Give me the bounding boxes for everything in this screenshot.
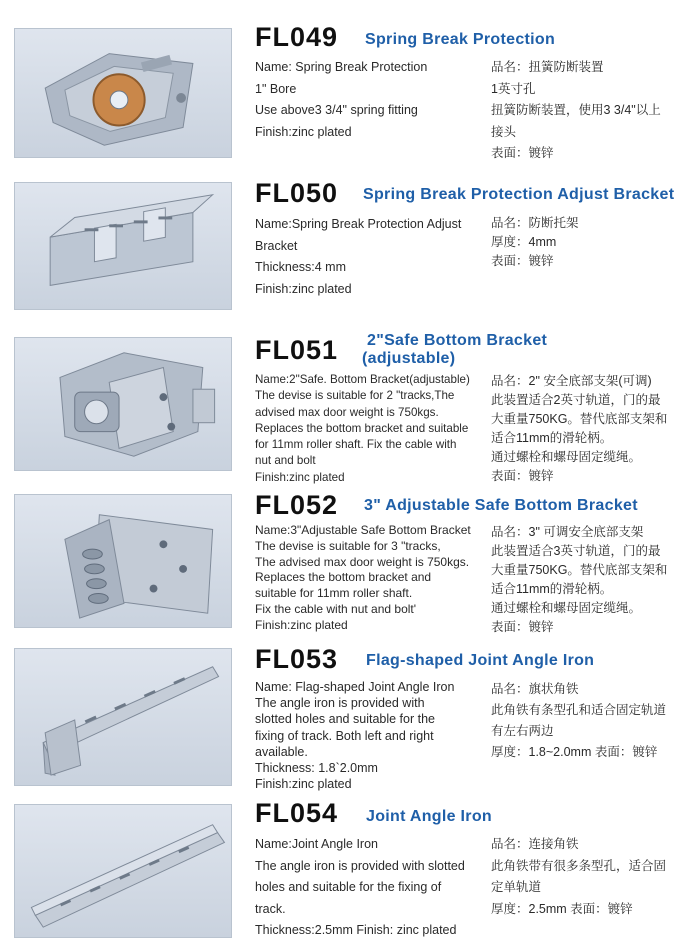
chinese-description [491, 834, 696, 920]
desc-line: Replaces the bottom bracket and suitable [255, 421, 469, 435]
desc-line: Finish:zinc plated [255, 777, 352, 792]
desc-line: advised max door weight is 750kgs. [255, 405, 439, 419]
chinese-description [491, 372, 696, 486]
desc-line: 有左右两边 [491, 724, 554, 738]
product-code: FL050 [255, 178, 339, 208]
english-description [255, 214, 487, 300]
desc-line: Name:Joint Angle Iron [255, 837, 378, 851]
desc-line: 品名：旗状角铁 [491, 682, 579, 696]
desc-line: The advised max door weight is 750kgs. [255, 554, 470, 569]
product-title: Spring Break Protection Adjust Bracket [363, 186, 675, 203]
desc-line: 品名：连接角铁 [491, 837, 579, 851]
desc-line: 大重量750KG。替代底部支架和 [491, 412, 668, 426]
flag-angle-iron-photo [14, 648, 232, 786]
chinese-description [491, 57, 696, 165]
desc-line: The devise is suitable for 2 "tracks,The [255, 389, 455, 403]
desc-line: 此角铁带有很多条型孔，适合固 [491, 858, 667, 873]
product-title: 2"Safe Bottom Bracket [367, 332, 548, 349]
desc-line: for 11mm roller shaft. Fix the cable with [255, 438, 457, 452]
product-code: FL052 [255, 490, 339, 520]
desc-line: Name:3"Adjustable Safe Bottom Bracket [255, 523, 471, 537]
adjust-bracket-photo [14, 182, 232, 310]
desc-line: 品名：防断托架 [491, 216, 579, 230]
chinese-description [491, 523, 696, 637]
desc-line: 通过螺栓和螺母固定缆绳。 [491, 450, 642, 464]
desc-line: 表面：镀锌 [491, 469, 554, 483]
chinese-description [491, 214, 696, 271]
joint-angle-iron-photo [14, 804, 232, 938]
desc-line: 表面：镀锌 [491, 620, 554, 634]
desc-line: slotted holes and suitable for the [255, 712, 435, 727]
desc-line: 此角铁有条型孔和适合固定轨道 [491, 703, 667, 717]
desc-line: Name: Spring Break Protection [255, 60, 428, 74]
adjustable-safe-bracket-photo [14, 494, 232, 628]
desc-line: fixing of track. Both left and right [255, 728, 434, 743]
desc-line: 大重量750KG。替代底部支架和 [491, 563, 668, 577]
desc-line: 接头 [491, 124, 517, 139]
english-description [255, 679, 487, 792]
desc-line: nut and bolt [255, 454, 316, 468]
english-description [255, 372, 487, 486]
desc-line: 表面：镀锌 [491, 146, 554, 160]
safe-bottom-bracket-photo [14, 337, 232, 471]
desc-line: Bracket [255, 238, 298, 253]
product-title: 3" Adjustable Safe Bottom Bracket [364, 497, 638, 514]
desc-line: Fix the cable with nut and bolt' [255, 601, 417, 616]
product-code: FL053 [255, 644, 339, 674]
desc-line: Finish:zinc plated [255, 124, 352, 139]
desc-line: 品名：3" 可调安全底部支架 [491, 525, 644, 539]
desc-line: 适合11mm的滑轮柄。 [491, 582, 613, 596]
product-code: FL051 [255, 335, 339, 365]
desc-line: 品名：扭簧防断装置 [491, 60, 604, 74]
desc-line: 厚度：1.8~2.0mm 表面：镀锌 [491, 745, 658, 759]
desc-line: Thickness:2.5mm Finish: zinc plated [255, 923, 457, 937]
desc-line: 表面：镀锌 [491, 254, 554, 268]
english-description [255, 523, 487, 634]
desc-line: 1" Bore [255, 81, 297, 96]
desc-line: The angle iron is provided with [255, 696, 425, 711]
desc-line: Finish:zinc plated [255, 281, 352, 296]
desc-line: Name: Flag-shaped Joint Angle Iron [255, 680, 455, 694]
desc-line: Name:Spring Break Protection Adjust [255, 217, 462, 231]
desc-line: 此装置适合2英寸轨道，门的最 [491, 393, 661, 407]
desc-line: Thickness:4 mm [255, 260, 346, 274]
desc-line: Thickness: 1.8`2.0mm [255, 761, 378, 776]
desc-line: Replaces the bottom bracket and [255, 570, 432, 585]
desc-line: The angle iron is provided with slotted [255, 858, 465, 873]
desc-line: 1英寸孔 [491, 81, 536, 96]
desc-line: suitable for 11mm roller shaft. [255, 586, 413, 601]
desc-line: 厚度：4mm [491, 235, 557, 249]
desc-line: 此装置适合3英寸轨道，门的最 [491, 544, 661, 558]
desc-line: 品名：2" 安全底部支架(可调) [491, 374, 652, 388]
desc-line: Finish:zinc plated [255, 470, 345, 484]
chinese-description [491, 679, 696, 763]
product-title-line2: (adjustable) [362, 350, 456, 367]
english-description [255, 834, 487, 942]
desc-line: 厚度：2.5mm 表面：镀锌 [491, 901, 633, 916]
desc-line: available. [255, 744, 308, 759]
product-title: Spring Break Protection [365, 31, 556, 48]
desc-line: Name:2"Safe. Bottom Bracket(adjustable) [255, 373, 470, 386]
product-title: Joint Angle Iron [366, 808, 492, 825]
desc-line: Finish:zinc plated [255, 617, 348, 632]
desc-line: holes and suitable for the fixing of [255, 880, 442, 894]
spring-break-device-photo [14, 28, 232, 158]
desc-line: The devise is suitable for 3 "tracks, [255, 538, 441, 553]
desc-line: 通过螺栓和螺母固定缆绳。 [491, 601, 642, 615]
product-code: FL049 [255, 22, 339, 52]
product-title: Flag-shaped Joint Angle Iron [366, 652, 595, 669]
desc-line: 适合11mm的滑轮柄。 [491, 431, 613, 445]
product-code: FL054 [255, 798, 339, 828]
desc-line: 定单轨道 [491, 880, 542, 894]
desc-line: 扭簧防断装置，使用3 3/4"以上 [491, 103, 661, 117]
desc-line: Use above3 3/4" spring fitting [255, 103, 418, 117]
english-description [255, 57, 487, 143]
desc-line: track. [255, 901, 286, 916]
